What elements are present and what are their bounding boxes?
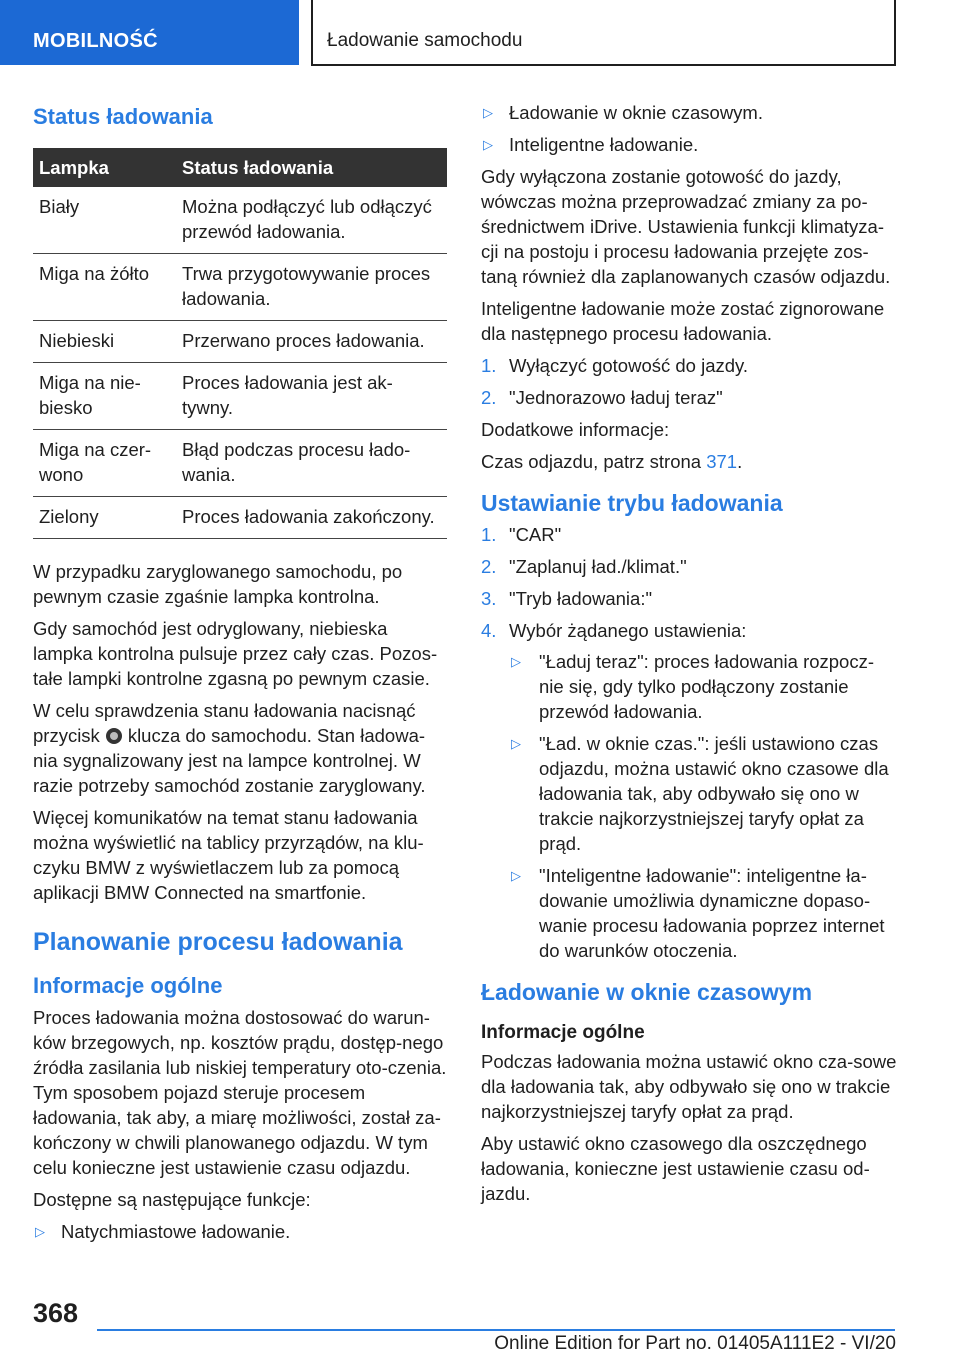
paragraph-set-window: Aby ustawić okno czasowego dla oszczędnego ładowania, konieczne jest ustawienie czasu od-jazdu. bbox=[481, 1133, 870, 1204]
paragraph-check-status bbox=[33, 698, 447, 798]
paragraph-more-messages: Więcej komunikatów na temat stanu ładowania można wyświetlić na tablicy przyrządów, na klu-czyku BMW z wyświetlaczem lub za pomocą aplikacji BMW Connected na smartfonie. bbox=[33, 807, 424, 903]
option-item bbox=[509, 649, 897, 724]
table-cell-status: Można podłączyć lub odłączyć przewód ładowania. bbox=[176, 187, 447, 254]
time-window-general-heading: Informacje ogólne bbox=[481, 1022, 645, 1043]
general-info-heading: Informacje ogólne bbox=[33, 973, 223, 998]
step-item bbox=[481, 353, 897, 378]
planning-heading: Planowanie procesu ładowania bbox=[33, 928, 403, 956]
step-text: "Jednorazowo ładuj teraz" bbox=[509, 387, 723, 408]
steps-list-1 bbox=[481, 353, 897, 410]
step-item bbox=[481, 522, 897, 547]
paragraph-idrive: Gdy wyłączona zostanie gotowość do jazdy, wówczas można przeprowadzać zmiany za po-średnictwem iDrive. Ustawienia funkcji klimatyza-cji na postoju i procesu ładowania przejęte zos-taną również dla zaplanowanych czasów odjazdu. bbox=[481, 166, 891, 287]
step-item bbox=[481, 554, 897, 579]
table-row bbox=[33, 254, 447, 321]
status-heading: Status ładowania bbox=[33, 104, 213, 129]
status-table bbox=[33, 148, 447, 539]
step-item bbox=[481, 385, 897, 410]
step-text: "Zaplanuj ład./klimat." bbox=[509, 556, 687, 577]
table-header-lamp: Lampka bbox=[33, 148, 176, 187]
left-column bbox=[33, 100, 447, 1251]
option-text: "Ład. w oknie czas.": jeśli ustawiono czas odjazdu, można ustawić okno czasowe dla ładowania tak, aby odbywało się ono w trakcie najkorzystniejszej taryfy opłat za prąd. bbox=[539, 733, 889, 854]
step-number: 1. bbox=[481, 355, 497, 376]
table-header-row bbox=[33, 148, 447, 187]
step-number: 4. bbox=[481, 620, 497, 641]
list-item-text: Ładowanie w oknie czasowym. bbox=[509, 102, 763, 123]
footer-edition: Online Edition for Part no. 01405A111E2 - VI/20 bbox=[494, 1333, 896, 1354]
charging-mode-heading: Ustawianie trybu ładowania bbox=[481, 490, 783, 516]
list-item bbox=[33, 1219, 447, 1244]
triangle-bullet-icon: ▷ bbox=[483, 137, 493, 152]
page-link[interactable]: 371 bbox=[706, 451, 738, 472]
table-cell-status: Proces ładowania zakończony. bbox=[176, 497, 447, 539]
table-header-status: Status ładowania bbox=[176, 148, 447, 187]
right-column bbox=[481, 100, 897, 1213]
table-cell-status: Proces ładowania jest ak-tywny. bbox=[176, 363, 447, 430]
page-number: 368 bbox=[33, 1298, 79, 1328]
list-item bbox=[481, 132, 897, 157]
table-row bbox=[33, 321, 447, 363]
option-item bbox=[509, 731, 897, 856]
step-number: 1. bbox=[481, 524, 497, 545]
table-row bbox=[33, 363, 447, 430]
table-row bbox=[33, 187, 447, 254]
check-status-text-b: klucza do samochodu. Stan ładowa-nia sygnalizowany jest na lampce kontrolnej. W razie potrzeby samochód zostanie zaryglowany. bbox=[33, 725, 426, 796]
table-cell-lamp: Zielony bbox=[33, 497, 176, 539]
step-text: "Tryb ładowania:" bbox=[509, 588, 653, 609]
paragraph-functions: Dostępne są następujące funkcje: bbox=[33, 1189, 311, 1210]
footer-divider bbox=[97, 1329, 895, 1331]
triangle-bullet-icon: ▷ bbox=[511, 654, 521, 669]
key-button-icon bbox=[106, 728, 122, 744]
table-row bbox=[33, 430, 447, 497]
step-text: Wyłączyć gotowość do jazdy. bbox=[509, 355, 749, 376]
extra-info-label: Dodatkowe informacje: bbox=[481, 419, 670, 440]
step-text: "CAR" bbox=[509, 524, 562, 545]
table-cell-lamp: Niebieski bbox=[33, 321, 176, 363]
paragraph-ignore: Inteligentne ładowanie może zostać zignorowane dla następnego procesu ładowania. bbox=[481, 298, 885, 344]
step-item bbox=[481, 586, 897, 611]
table-row bbox=[33, 497, 447, 539]
list-item-text: Natychmiastowe ładowanie. bbox=[61, 1221, 291, 1242]
option-text: "Ładuj teraz": proces ładowania rozpocz-nie się, gdy tylko podłączony zostanie przewód ładowania. bbox=[539, 651, 875, 722]
table-cell-lamp: Miga na czer-wono bbox=[33, 430, 176, 497]
list-item-text: Inteligentne ładowanie. bbox=[509, 134, 699, 155]
table-cell-lamp: Miga na nie-biesko bbox=[33, 363, 176, 430]
paragraph-time-window: Podczas ładowania można ustawić okno cza-sowe dla ładowania tak, aby odbywało się ono w trakcie najkorzystniejszej taryfy opłat za prąd. bbox=[481, 1051, 897, 1122]
step-text: Wybór żądanego ustawienia: bbox=[509, 620, 747, 641]
paragraph-planning: Proces ładowania można dostosować do warun-ków brzegowych, np. kosztów prądu, dostęp-nego źródła zasilania lub niskiej temperatury oto-czenia. Tym sposobem pojazd steruje procesem ładowania, tak aby, a miarę możliwości, został za-kończony w chwili planowanego odjazdu. W tym celu konieczne jest ustawienie czasu odjazdu. bbox=[33, 1007, 447, 1178]
step-number: 3. bbox=[481, 588, 497, 609]
option-text: "Inteligentne ładowanie": inteligentne ła-dowanie umożliwia dynamiczne dopaso-wanie procesu ładowania poprzez internet do warunków otoczenia. bbox=[539, 865, 885, 961]
step-number: 2. bbox=[481, 387, 497, 408]
chapter-title: Ładowanie samochodu bbox=[327, 30, 523, 51]
function-list bbox=[33, 1219, 447, 1244]
option-item bbox=[509, 863, 897, 963]
steps-list-2 bbox=[481, 522, 897, 963]
paragraph-locked: W przypadku zaryglowanego samochodu, po pewnym czasie zgaśnie lampka kontrolna. bbox=[33, 561, 403, 607]
section-title: MOBILNOŚĆ bbox=[33, 30, 158, 52]
options-list bbox=[509, 649, 897, 963]
triangle-bullet-icon: ▷ bbox=[35, 1224, 45, 1239]
step-item bbox=[481, 618, 897, 963]
chapter-tab bbox=[311, 0, 896, 66]
check-status-text-a: W celu sprawdzenia stanu ładowania nacisnąć przycisk bbox=[33, 700, 416, 746]
table-cell-lamp: Biały bbox=[33, 187, 176, 254]
table-cell-lamp: Miga na żółto bbox=[33, 254, 176, 321]
table-cell-status: Trwa przygotowywanie proces ładowania. bbox=[176, 254, 447, 321]
section-tab bbox=[0, 0, 299, 65]
list-item bbox=[481, 100, 897, 125]
triangle-bullet-icon: ▷ bbox=[511, 736, 521, 751]
paragraph-unlocked: Gdy samochód jest odryglowany, niebieska lampka kontrolna pulsuje przez cały czas. Pozos-tałe lampki kontrolne zgasną po pewnym czasie. bbox=[33, 618, 438, 689]
triangle-bullet-icon: ▷ bbox=[511, 868, 521, 883]
step-number: 2. bbox=[481, 556, 497, 577]
paragraph-departure bbox=[481, 449, 897, 474]
table-cell-status: Błąd podczas procesu łado-wania. bbox=[176, 430, 447, 497]
time-window-heading: Ładowanie w oknie czasowym bbox=[481, 979, 813, 1005]
table-cell-status: Przerwano proces ładowania. bbox=[176, 321, 447, 363]
departure-end: . bbox=[737, 451, 743, 472]
departure-text: Czas odjazdu, patrz strona bbox=[481, 451, 702, 472]
function-list-cont bbox=[481, 100, 897, 157]
triangle-bullet-icon: ▷ bbox=[483, 105, 493, 120]
